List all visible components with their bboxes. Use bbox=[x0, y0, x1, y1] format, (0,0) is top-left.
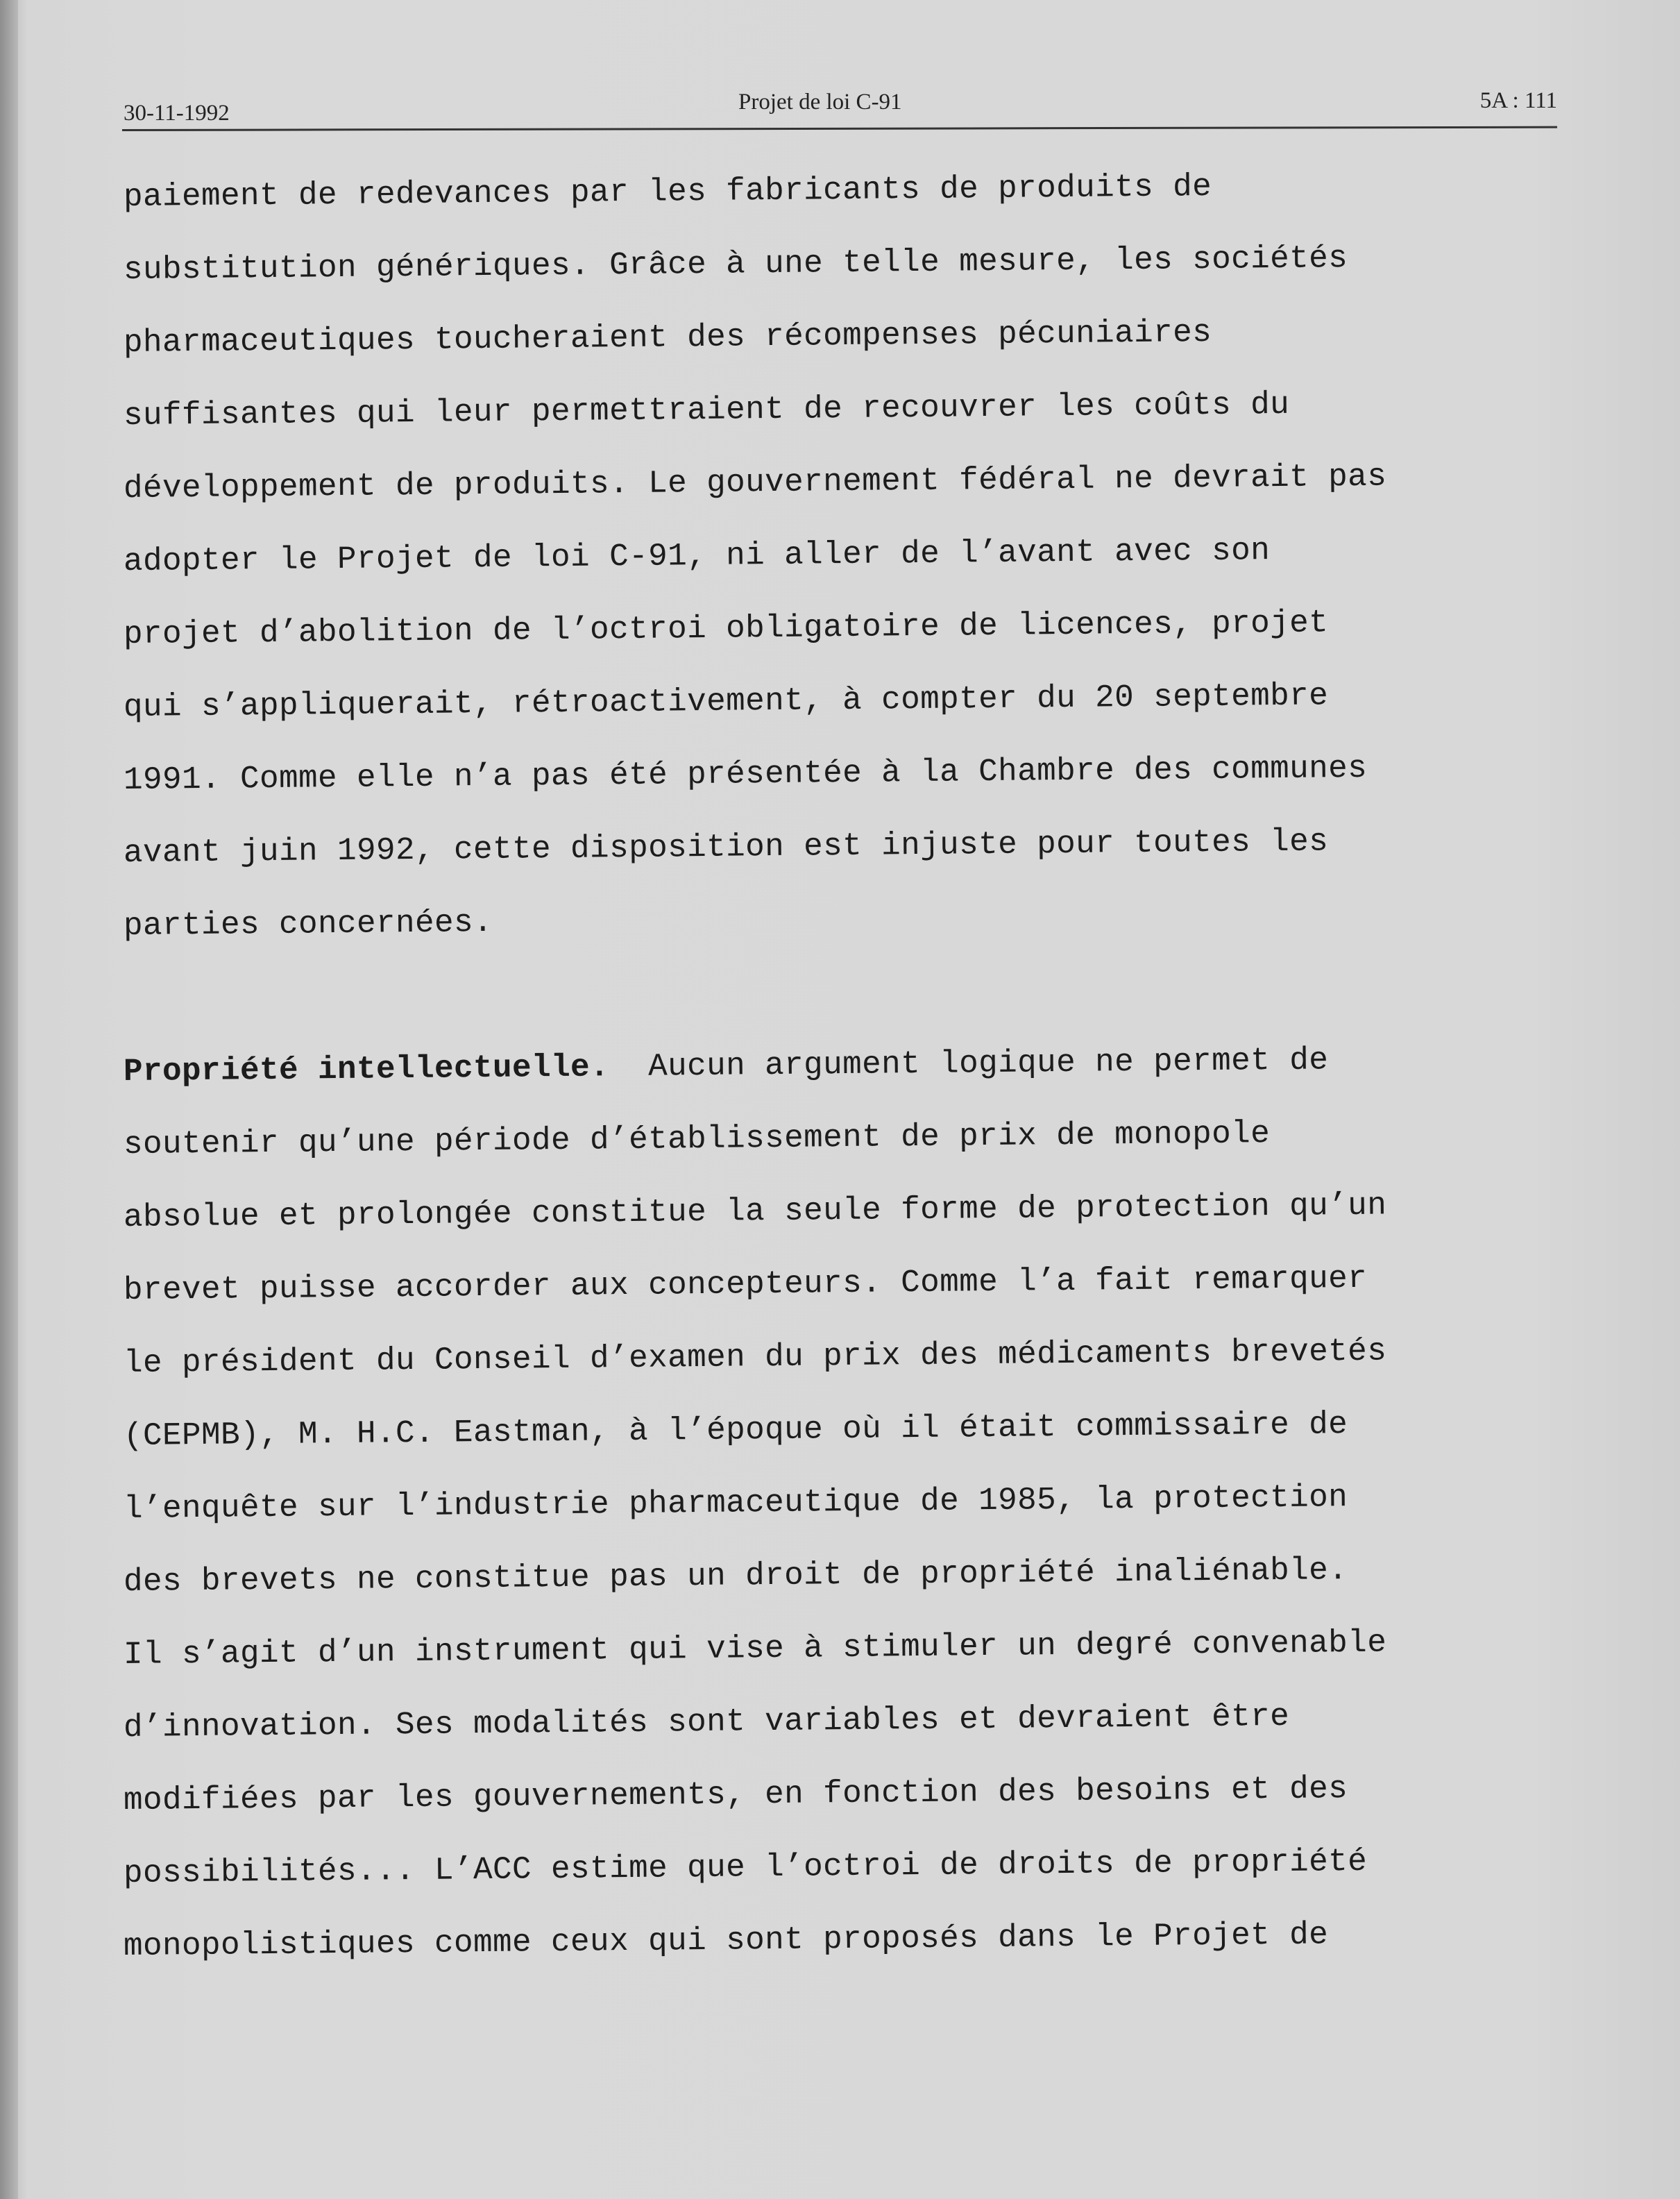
header-page-number: 5A : 111 bbox=[1479, 88, 1557, 113]
text-line: avant juin 1992, cette disposition est injuste pour toutes les bbox=[123, 823, 1329, 871]
text-line: Il s’agit d’un instrument qui vise à stimuler un degré convenable bbox=[123, 1624, 1387, 1673]
text-line: possibilités... L’ACC estime que l’octroi de droits de propriété bbox=[123, 1843, 1368, 1892]
text-line: suffisantes qui leur permettraient de recouvrer les coûts du bbox=[123, 386, 1290, 434]
text-line: adopter le Projet de loi C-91, ni aller de l’avant avec son bbox=[123, 532, 1271, 580]
text-line: soutenir qu’une période d’établissement de prix de monopole bbox=[123, 1115, 1271, 1163]
text-line: brevet puisse accorder aux concepteurs. Comme l’a fait remarquer bbox=[123, 1260, 1368, 1308]
header-date: 30-11-1992 bbox=[124, 101, 230, 126]
text-line: paiement de redevances par les fabricants de produits de bbox=[123, 168, 1212, 215]
text-line: modifiées par les gouvernements, en fonction des besoins et des bbox=[123, 1771, 1348, 1819]
text-line: absolue et prolongée constitue la seule forme de protection qu’un bbox=[123, 1187, 1387, 1236]
text-line: substitution génériques. Grâce à une telle mesure, les sociétés bbox=[123, 240, 1348, 288]
paragraph-2 bbox=[124, 1036, 1567, 1983]
text-line: parties concernées. bbox=[123, 904, 493, 944]
paragraph-1 bbox=[124, 161, 1567, 963]
page-header bbox=[124, 80, 1557, 128]
section-heading: Propriété intellectuelle. bbox=[123, 1049, 610, 1090]
text-line: l’enquête sur l’industrie pharmaceutique de 1985, la protection bbox=[123, 1479, 1348, 1527]
text-line: 1991. Comme elle n’a pas été présentée à la Chambre des communes bbox=[123, 750, 1368, 798]
text-line bbox=[123, 1022, 1567, 1109]
header-title: Projet de loi C-91 bbox=[738, 90, 902, 115]
text-line: développement de produits. Le gouvernement fédéral ne devrait pas bbox=[123, 458, 1387, 507]
text-line: pharmaceutiques toucheraient des récompenses pécuniaires bbox=[123, 314, 1212, 361]
text-line: des brevets ne constitue pas un droit de propriété inaliénable. bbox=[123, 1552, 1348, 1600]
text-line: monopolistiques comme ceux qui sont proposés dans le Projet de bbox=[123, 1916, 1329, 1964]
text-line: d’innovation. Ses modalités sont variables et devraient être bbox=[123, 1698, 1290, 1746]
heading-line-text: Aucun argument logique ne permet de bbox=[609, 1042, 1329, 1086]
text-line: qui s’appliquerait, rétroactivement, à compter du 20 septembre bbox=[123, 677, 1329, 725]
text-line: le président du Conseil d’examen du prix des médicaments brevetés bbox=[123, 1333, 1387, 1381]
text-line: projet d’abolition de l’octroi obligatoire de licences, projet bbox=[123, 605, 1329, 652]
text-line: (CEPMB), M. H.C. Eastman, à l’époque où il était commissaire de bbox=[123, 1406, 1348, 1454]
page-binding-shadow bbox=[0, 0, 18, 2199]
document-body bbox=[124, 161, 1567, 1983]
